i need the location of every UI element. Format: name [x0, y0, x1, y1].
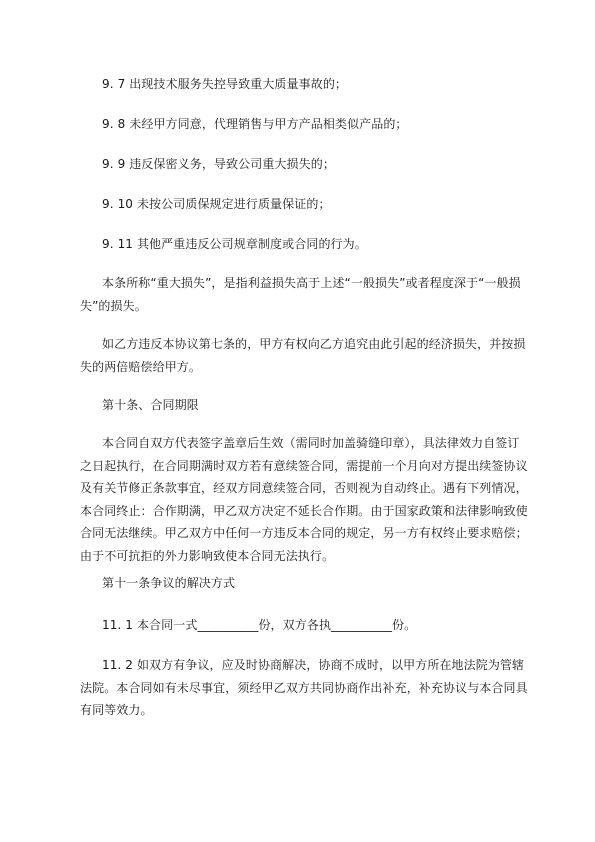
paragraph-line: 本合同终止：合作期满，甲乙双方决定不延长合作期。由于国家政策和法律影响致使: [80, 503, 528, 518]
clause-9-11: [80, 233, 515, 256]
paragraph-line: 9. 9 违反保密义务，导致公司重大损失的；: [102, 157, 335, 171]
paragraph-line: 11. 2 如双方有争议，应及时协商解决，协商不成时，以甲方所在地法院为管辖: [102, 658, 525, 672]
paragraph-line: 失”的损失。: [80, 298, 147, 313]
paragraph-line: 本合同自双方代表签字盖章后生效（需同时加盖骑缝印章），具法律效力自签订: [102, 436, 520, 450]
paragraph-line: 由于不可抗拒的外力影响致使本合同无法执行。: [80, 548, 335, 563]
clause-11-1: [80, 614, 515, 637]
major-loss-definition: [80, 272, 521, 317]
paragraph-line: 如乙方违反本协议第七条的，甲方有权向乙方追究由此引起的经济损失，并按损: [102, 337, 526, 351]
paragraph-line: 之日起执行，在合同期满时双方若有意续签合同，需提前一个月向对方提出续签协议: [80, 458, 528, 473]
paragraph-line: 失的两倍赔偿给甲方。: [80, 359, 202, 374]
clause-9-9: [80, 153, 515, 176]
article-11-heading: [80, 572, 515, 595]
paragraph-line: 法院。本合同如有未尽事宜，须经甲乙双方共同协商作出补充，补充协议与本合同具: [80, 680, 528, 695]
article-10-body: [80, 432, 528, 567]
clause-11-2: [80, 654, 528, 722]
clause-9-7: [80, 73, 515, 96]
paragraph-line: 9. 8 未经甲方同意，代理销售与甲方产品相类似产品的；: [102, 117, 408, 131]
article-10-heading: [80, 394, 515, 417]
article-seven-breach: [80, 333, 526, 378]
section-heading: 第十条、合同期限: [102, 398, 199, 412]
paragraph-line: 11. 1 本合同一式__________份，双方各执__________份。: [102, 618, 417, 632]
paragraph-line: 合同无法继续。甲乙双方中任何一方违反本合同的规定，另一方有权终止要求赔偿；: [80, 526, 528, 540]
section-heading: 第十一条争议的解决方式: [102, 576, 236, 590]
paragraph-line: 有同等效力。: [80, 703, 153, 717]
paragraph-line: 及有关节修正条款事宜，经双方同意续签合同，否则视为自动终止。遇有下列情况，: [80, 481, 528, 495]
paragraph-line: 9. 10 未按公司质保规定进行质量保证的；: [102, 197, 331, 211]
paragraph-line: 9. 7 出现技术服务失控导致重大质量事故的；: [102, 77, 348, 91]
paragraph-line: 9. 11 其他严重违反公司规章制度或合同的行为。: [102, 237, 367, 251]
paragraph-line: 本条所称“重大损失”，是指利益损失高于上述“一般损失”或者程度深于“一般损: [102, 276, 521, 290]
clause-9-10: [80, 193, 515, 216]
clause-9-8: [80, 113, 515, 136]
